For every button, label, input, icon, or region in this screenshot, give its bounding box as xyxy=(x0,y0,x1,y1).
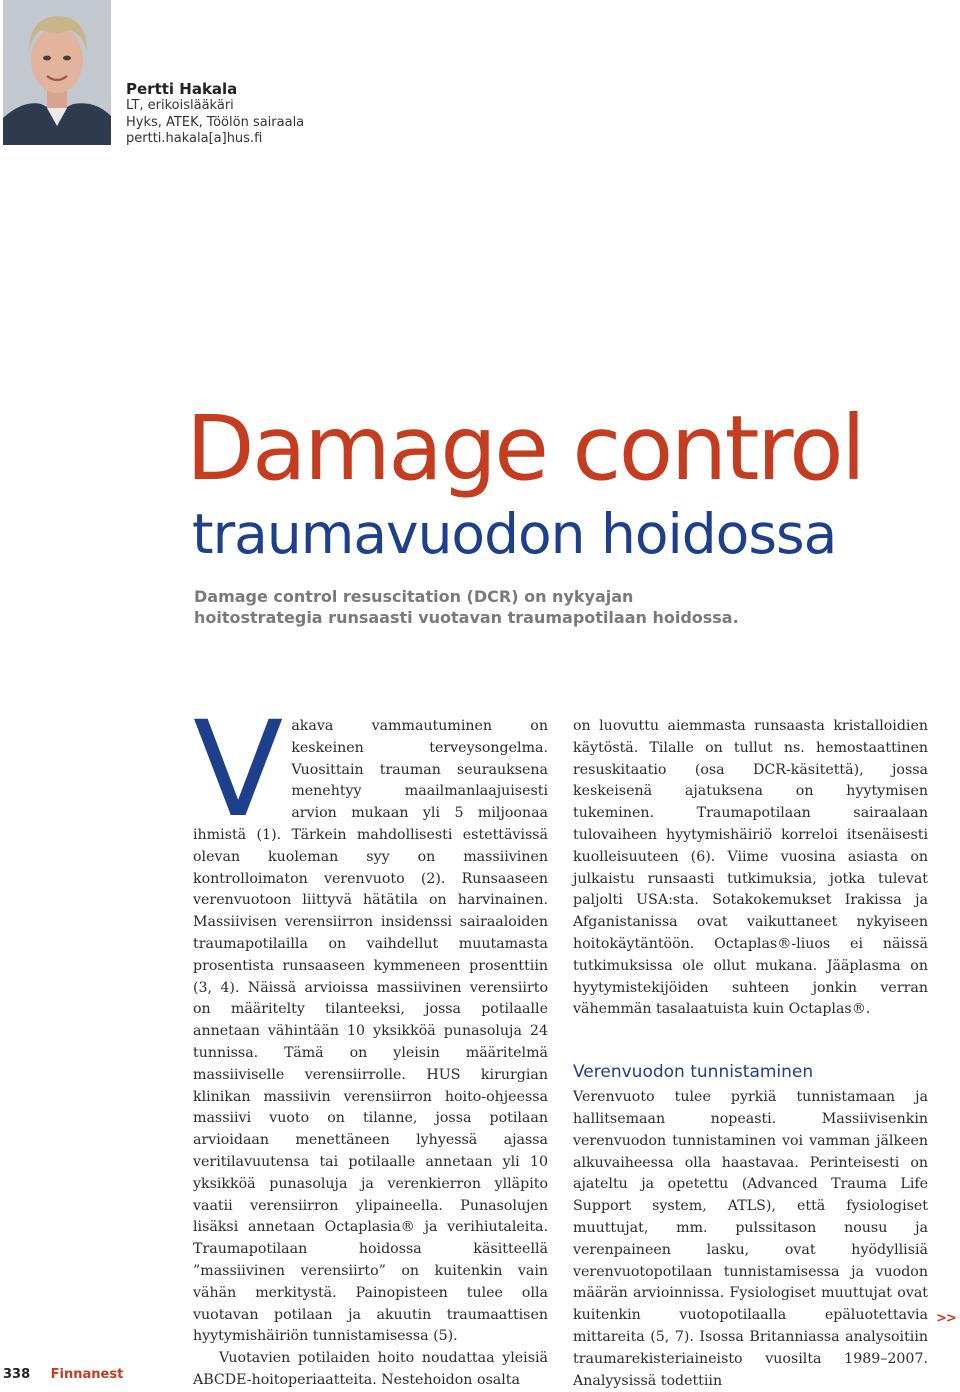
body-paragraph: Verenvuoto tulee pyrkiä tunnistamaan ja hallitsemaan nopeasti. Massiivisenkin verenvuodon tunnistaminen voi vamman jälkeen alkuvaiheessa olla haastavaa. Perinteisesti on ajateltu ja opetettu (Advanced Trauma Life Support system, ATLS), että fysiologiset muuttujat, mm. pulssitason nousu ja verenpaineen lasku, ovat hyödyllisiä verenvuotopotilaan tunnistamisessa ja vuodon määrän arvioinnissa. Fysiologiset muuttujat ovat kuitenkin vuotopotilaalla epäluotettavia mittareita (5, 7). Isossa Britanniassa analysoitiin traumarekisteriaineisto vuosilta 1989–2007. Analyysissä todettiin xyxy=(573,1089,928,1389)
article-column-left xyxy=(193,693,548,1392)
lead-paragraph: Damage control resuscitation (DCR) on nykyajan hoitostrategia runsaasti vuotavan traumapotilaan hoidossa. xyxy=(194,587,739,627)
article-column-right xyxy=(573,716,928,1392)
headline-sub: traumavuodon hoidossa xyxy=(192,502,837,566)
section-heading: Verenvuodon tunnistaminen xyxy=(573,1062,814,1083)
continue-arrow: >> xyxy=(936,1311,956,1326)
magazine-name: Finnanest xyxy=(50,1367,124,1382)
body-paragraph: on luovuttu aiemmasta runsaasta kristalloidien käytöstä. Tilalle on tullut ns. hemostaattinen resuskitaatio (osa DCR-käsitettä), jossa keskeisenä ajatuksena on hyytymisen tukeminen. Traumapotilaan sairaalaan tulovaiheen hyytymishäiriö korreloi itsenäisesti kuolleisuuteen (6). Viime vuosina asiasta on julkaistu runsaasti tutkimuksia, jotka tulevat paljolti USA:sta. Sotakokemukset Irakissa ja Afganistanissa ovat vaikuttaneet nykyiseen hoitokäytäntöön. Octaplas®-liuos ei näissä tutkimuksissa ole ollut mukana. Jääplasma on hyytymistekijöiden suhteen jonkin verran vähemmän tasalaatuista kuin Octaplas®. xyxy=(573,718,928,1018)
author-email[interactable]: pertti.hakala[a]hus.fi xyxy=(126,131,263,146)
headline-main: Damage control xyxy=(186,396,864,500)
author-info xyxy=(126,81,304,148)
author-name: Pertti Hakala xyxy=(126,80,238,98)
author-photo xyxy=(3,0,111,145)
page-number: 338 xyxy=(3,1367,31,1382)
body-paragraph: Vuotavien potilaiden hoito noudattaa yleisiä ABCDE-hoitoperiaatteita. Nestehoidon osalta xyxy=(193,1350,548,1388)
body-paragraph: akava vammautuminen on keskeinen terveysongelma. Vuosittain trauman seurauksena menehtyy maailmanlaajuisesti arvion mukaan yli 5 miljoonaa ihmistä (1). Tärkein mahdollisesti estettävissä olevan kuoleman syy on massiivinen kontrolloimaton verenvuoto (2). Runsaaseen verenvuotoon liittyvä hätätila on harvinainen. Massiivisen verensiirron insidenssi sairaaloiden traumapotilailla on vaihdellut muutamasta prosentista runsaaseen kymmeneen prosenttiin (3, 4). Näissä arvioissa massiivinen verensiirto on määritelty tilanteeksi, jossa potilaalle annetaan vähintään 10 yksikköä punasoluja 24 tunnissa. Tämä on yleisin määritelmä massiiviselle verensiirrolle. HUS kirurgian klinikan massiivin verensiirron hoito-ohjeessa massiivi vuoto on tilanne, jossa potilaan arvioidaan menettäneen lyhyessä ajassa veritilavuutensa tai potilaalle annetaan yli 10 yksikköä punasoluja ja verenkierron ylläpito vaatii verensiirron ylipaineella. Punasolujen lisäksi annetaan Octaplasia® ja verihiutaleita. Traumapotilaan hoidossa käsitteellä ”massiivinen verensiirto” on kuitenkin vain vähän merkitystä. Painopisteen tulee olla vuotavan potilaan ja akuutin traumaattisen hyytymishäiriön tunnistamisessa (5). xyxy=(193,718,548,1345)
page-footer xyxy=(3,1367,123,1383)
author-portrait-image xyxy=(3,0,111,145)
drop-cap: V xyxy=(193,693,284,847)
author-affiliation: Hyks, ATEK, Töölön sairaala xyxy=(126,114,305,130)
author-title: LT, erikoislääkäri xyxy=(126,98,234,113)
